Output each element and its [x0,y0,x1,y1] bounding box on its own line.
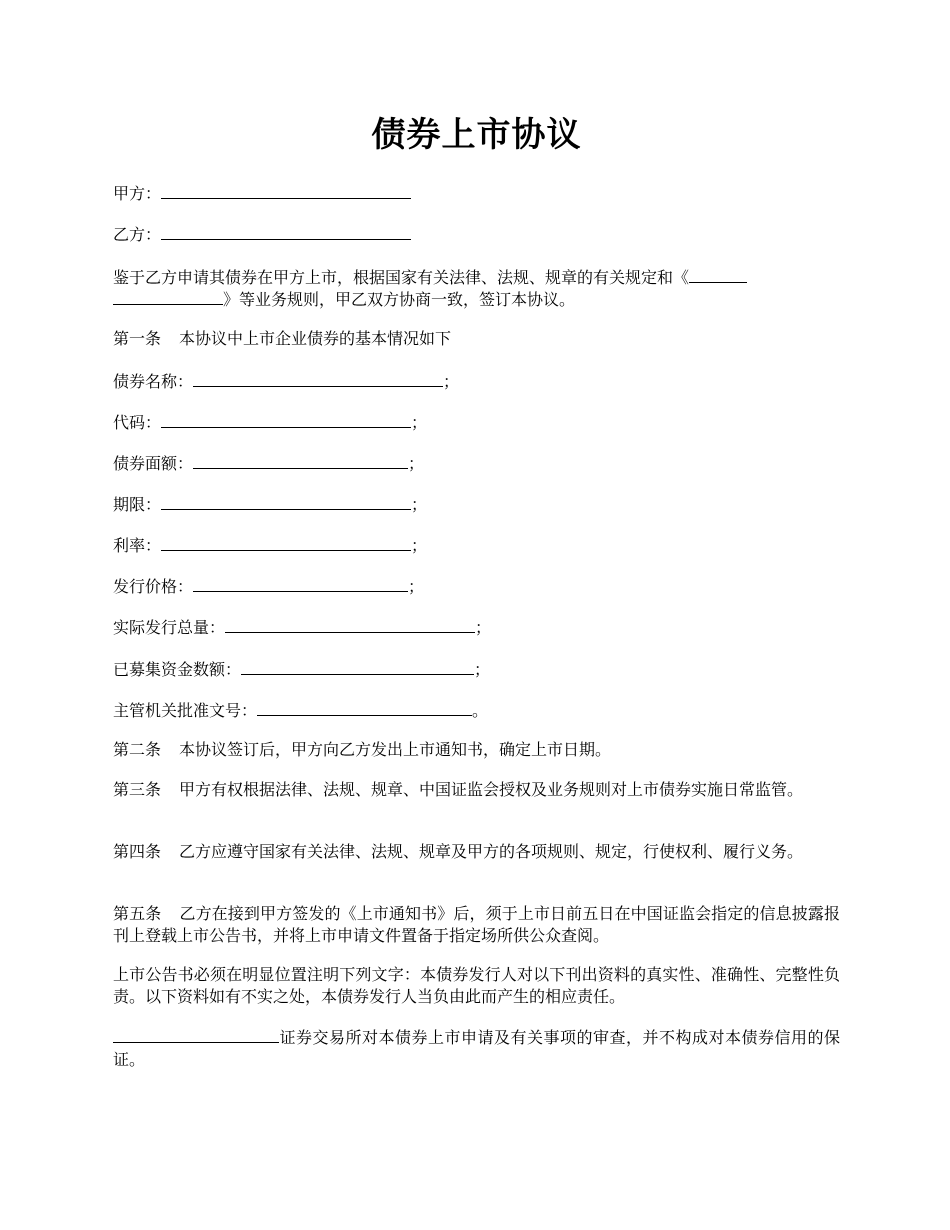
field-interest-rate [113,533,427,557]
article-3-number: 第三条 [113,780,162,799]
field-code [113,410,427,434]
article-4 [113,841,840,863]
article-1-text: 本协议中上市企业债券的基本情况如下 [179,329,452,348]
field-end: ； [411,413,428,432]
preamble-line-2 [113,287,575,311]
party-b-label: 乙方： [113,225,162,244]
field-end: ； [443,372,460,391]
party-a-line [113,181,411,205]
field-blank[interactable] [161,492,411,510]
field-raised-funds [113,657,490,681]
party-b-line [113,222,411,246]
field-end: ； [474,660,491,679]
field-label: 发行价格： [113,577,194,596]
preamble-line-1 [113,265,747,289]
field-blank[interactable] [193,574,408,592]
article-5-number: 第五条 [113,904,162,923]
field-label: 实际发行总量： [113,618,226,637]
field-blank[interactable] [161,410,411,428]
article-3-text: 甲方有权根据法律、法规、规章、中国证监会授权及业务规则对上市债券实施日常监管。 [179,780,804,799]
field-label: 债券面额： [113,454,194,473]
field-blank[interactable] [193,369,443,387]
article-5-text: 乙方在接到甲方签发的《上市通知书》后，须于上市日前五日在中国证监会指定的信息披露报刊上登载上市公告书，并将上市申请文件置备于指定场所供公众查阅。 [113,904,840,945]
rules-name-blank-2[interactable] [113,287,223,305]
preamble-text-1: 鉴于乙方申请其债券在甲方上市，根据国家有关法律、法规、规章的有关规定和《 [113,268,690,287]
field-end: ； [411,495,428,514]
notice-text: 上市公告书必须在明显位置注明下列文字：本债券发行人对以下刊出资料的真实性、准确性、完整性负责。以下资料如有不实之处，本债券发行人当负由此而产生的相应责任。 [113,965,840,1006]
field-end: ； [408,577,425,596]
field-label: 债券名称： [113,372,194,391]
article-4-number: 第四条 [113,842,162,861]
field-face-value [113,451,424,475]
preamble-text-2: 》等业务规则，甲乙双方协商一致，签订本协议。 [223,290,576,309]
field-label: 主管机关批准文号： [113,701,258,720]
party-a-blank[interactable] [161,181,411,199]
field-approval-number [113,698,488,722]
article-3 [113,779,840,801]
field-end: ； [475,618,492,637]
field-term [113,492,427,516]
exchange-text: 证券交易所对本债券上市申请及有关事项的审查，并不构成对本债券信用的保证。 [113,1028,840,1069]
party-b-blank[interactable] [161,222,411,240]
article-2 [113,739,611,761]
notice-paragraph [113,964,840,1008]
field-label: 已募集资金数额： [113,660,242,679]
field-blank[interactable] [241,657,474,675]
field-total-issue [113,615,491,639]
article-1-number: 第一条 [113,329,162,348]
field-label: 代码： [113,413,162,432]
article-2-number: 第二条 [113,740,162,759]
field-label: 利率： [113,536,162,555]
article-5 [113,903,840,947]
field-end: 。 [472,701,489,720]
field-blank[interactable] [257,698,472,716]
exchange-paragraph [113,1025,840,1071]
field-end: ； [408,454,425,473]
field-blank[interactable] [161,533,411,551]
party-a-label: 甲方： [113,184,162,203]
rules-name-blank-1[interactable] [689,265,747,283]
exchange-name-blank[interactable] [113,1025,279,1043]
field-issue-price [113,574,424,598]
article-1 [113,328,451,350]
article-4-text: 乙方应遵守国家有关法律、法规、规章及甲方的各项规则、规定，行使权利、履行义务。 [179,842,804,861]
field-blank[interactable] [193,451,408,469]
article-2-text: 本协议签订后，甲方向乙方发出上市通知书，确定上市日期。 [179,740,612,759]
field-bond-name [113,369,459,393]
field-label: 期限： [113,495,162,514]
field-blank[interactable] [225,615,475,633]
field-end: ； [411,536,428,555]
document-title: 债券上市协议 [371,115,582,155]
